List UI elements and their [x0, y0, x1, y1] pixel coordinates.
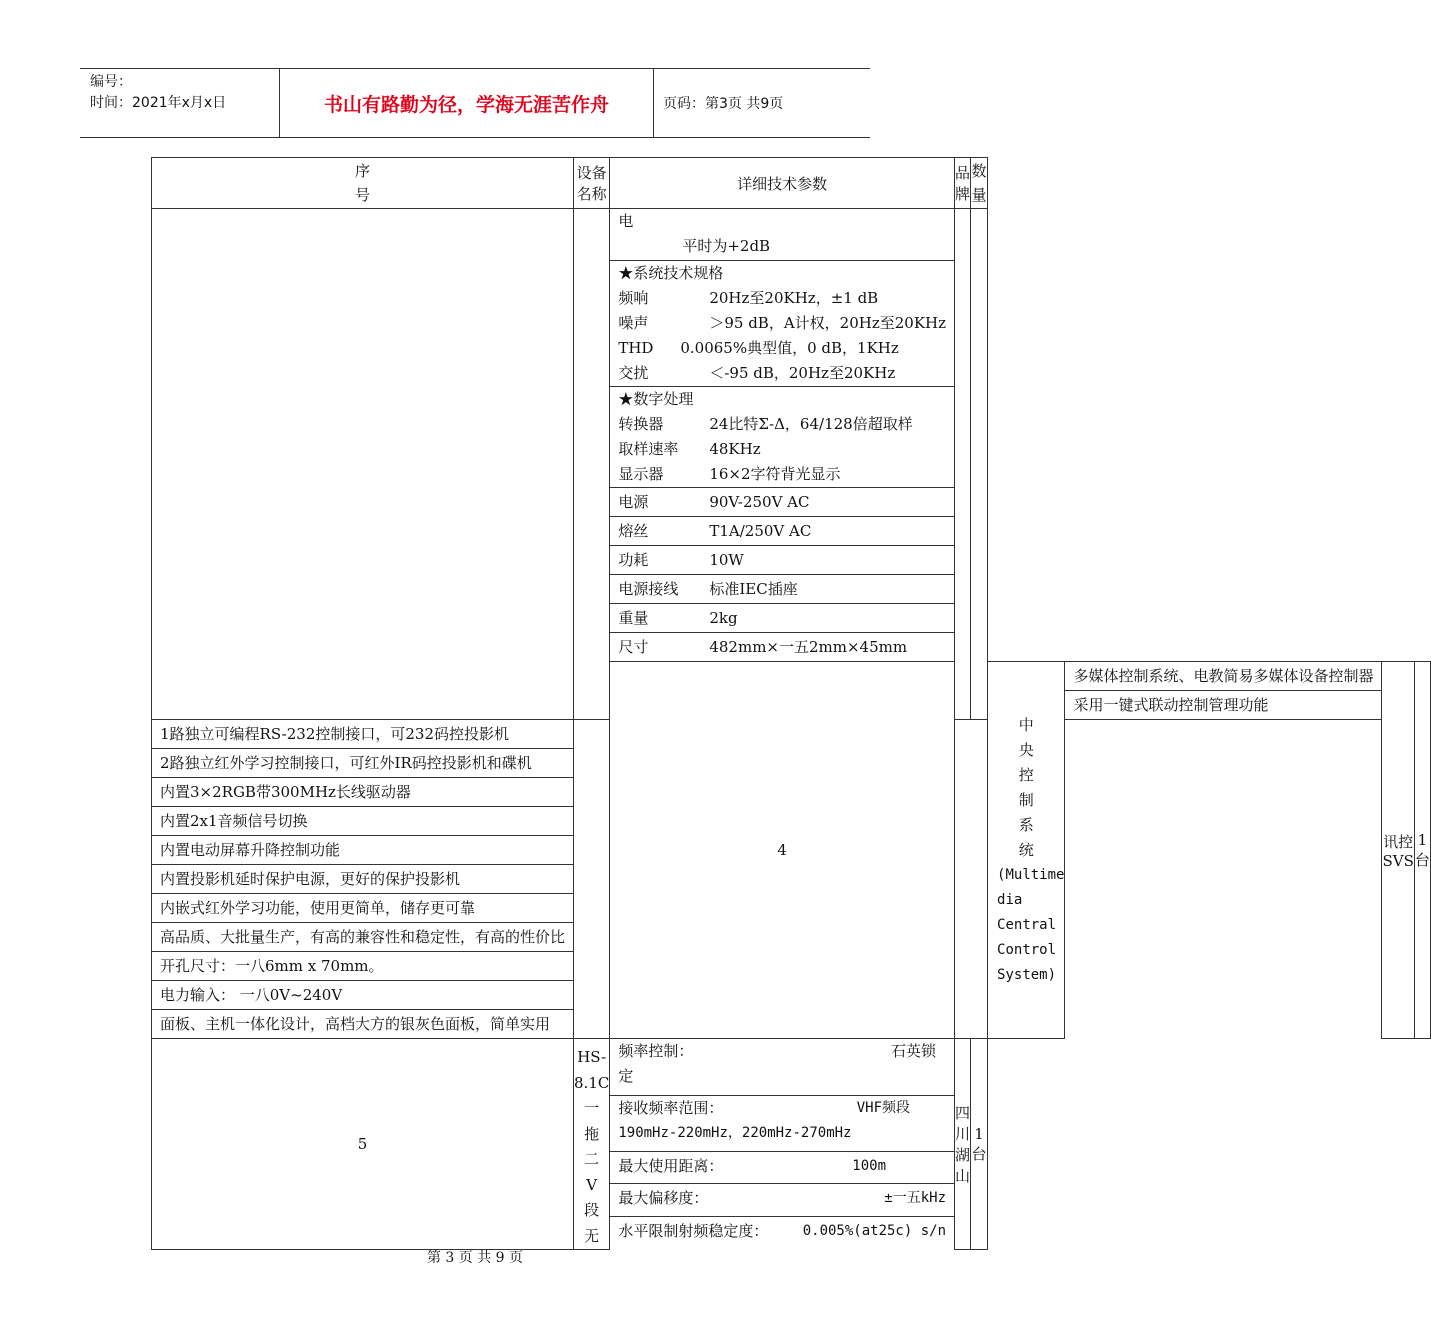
item4-feature: 采用一键式联动控制管理功能 — [1065, 691, 1382, 720]
header-no: 序号 — [152, 158, 574, 209]
spec-line: 交扰 ＜-95 dB，20Hz至20KHz — [618, 364, 896, 382]
item5-brand: 四川湖山 — [955, 1039, 971, 1250]
table-row — [152, 209, 1431, 261]
system-spec-title: ★系统技术规格 — [618, 264, 724, 282]
spec-table — [151, 157, 1431, 1250]
header-motto: 书山有路勤为径，学海无涯苦作舟 — [280, 69, 654, 137]
item4-qty: 1台 — [1414, 662, 1430, 1039]
cont-qty-cell — [971, 209, 988, 720]
cont-brand-cell — [955, 209, 971, 720]
spec-cell: 电源 90V-250V AC — [610, 488, 955, 517]
item4-feature: 内置3×2RGB带300MHz长线驱动器 — [152, 778, 574, 807]
item5-max-distance: 最大使用距离： 100m — [610, 1152, 955, 1184]
spec-cell: 熔丝 T1A/250V AC — [610, 517, 955, 546]
spec-line: 转换器 24比特Σ-Δ，64/128倍超取样 — [618, 415, 913, 433]
header-detail: 详细技术参数 — [610, 158, 955, 209]
spec-cell: 功耗 10W — [610, 546, 955, 575]
item4-feature: 开孔尺寸：一八6mm x 70mm。 — [152, 952, 574, 981]
item5-name: HS-8.1C 一 拖 二 V 段 无 — [574, 1039, 610, 1250]
header-name: 设备名称 — [574, 158, 610, 209]
cont-line: 电 — [618, 212, 634, 230]
spec-cell: 重量 2kg — [610, 604, 955, 633]
item4-feature: 高品质、大批量生产，有高的兼容性和稳定性，有高的性价比 — [152, 923, 574, 952]
table-header-row — [152, 158, 1431, 209]
spec-cell: 电源接线 标准IEC插座 — [610, 575, 955, 604]
spec-line: THD 0.0065%典型值，0 dB，1KHz — [618, 339, 899, 357]
item4-feature: 多媒体控制系统、电教简易多媒体设备控制器 — [1065, 662, 1382, 691]
item4-brand: 讯控SVS — [1382, 662, 1414, 1039]
item5-rf-stability: 水平限制射频稳定度： 0.005%(at25c) s/n — [610, 1216, 955, 1249]
spec-cell: 尺寸 482mm×一五2mm×45mm — [610, 633, 955, 662]
item4-feature: 内置投影机延时保护电源，更好的保护投影机 — [152, 865, 574, 894]
cont-line: 平时为+2dB — [682, 237, 771, 255]
item4-feature: 内置2x1音频信号切换 — [152, 807, 574, 836]
system-spec-block — [610, 261, 955, 387]
item4-no: 4 — [610, 662, 955, 1039]
item5-freq-control: 频率控制： 石英锁 定 — [610, 1039, 955, 1096]
cont-no-cell — [152, 209, 574, 720]
item5-qty: 1台 — [971, 1039, 988, 1250]
header-qty: 数量 — [971, 158, 988, 209]
spec-line: 噪声 ＞95 dB，A计权，20Hz至20KHz — [618, 314, 947, 332]
page-header — [80, 68, 870, 138]
item4-feature: 1路独立可编程RS-232控制接口，可232码控投影机 — [152, 720, 574, 749]
cont-power-note — [610, 209, 955, 261]
item4-feature: 内置电动屏幕升降控制功能 — [152, 836, 574, 865]
spec-line: 取样速率 48KHz — [618, 440, 761, 458]
item4-feature: 面板、主机一体化设计，高档大方的银灰色面板，简单实用 — [152, 1010, 574, 1039]
number-label: 编号： — [90, 74, 132, 90]
cont-name-cell — [574, 209, 610, 720]
header-brand: 品牌 — [955, 158, 971, 209]
table-row — [152, 1039, 1431, 1096]
item4-feature: 2路独立红外学习控制接口，可红外IR码控投影机和碟机 — [152, 749, 574, 778]
item4-name: 中 央 控 制 系 统 (Multime dia Central Control System) — [988, 662, 1065, 1039]
dsp-spec-title: ★数字处理 — [618, 390, 694, 408]
page-footer: 第 3 页 共 9 页 — [426, 1250, 524, 1266]
item4-feature: 电力输入： 一八0V~240V — [152, 981, 574, 1010]
item5-recv-range: 接收频率范围： VHF频段 190mHz-220mHz，220mHz-270mHz — [610, 1095, 955, 1152]
item5-no: 5 — [152, 1039, 574, 1250]
dsp-spec-block — [610, 387, 955, 488]
header-meta — [80, 69, 280, 137]
item5-max-deviation: 最大偏移度： ±一五kHz — [610, 1184, 955, 1216]
item4-feature: 内嵌式红外学习功能，使用更简单，储存更可靠 — [152, 894, 574, 923]
header-page-label: 页码：第3页 共9页 — [663, 96, 784, 112]
time-label: 时间：2021年x月x日 — [90, 95, 227, 111]
spec-line: 显示器 16×2字符背光显示 — [618, 465, 841, 483]
spec-line: 频响 20Hz至20KHz，±1 dB — [618, 289, 879, 307]
